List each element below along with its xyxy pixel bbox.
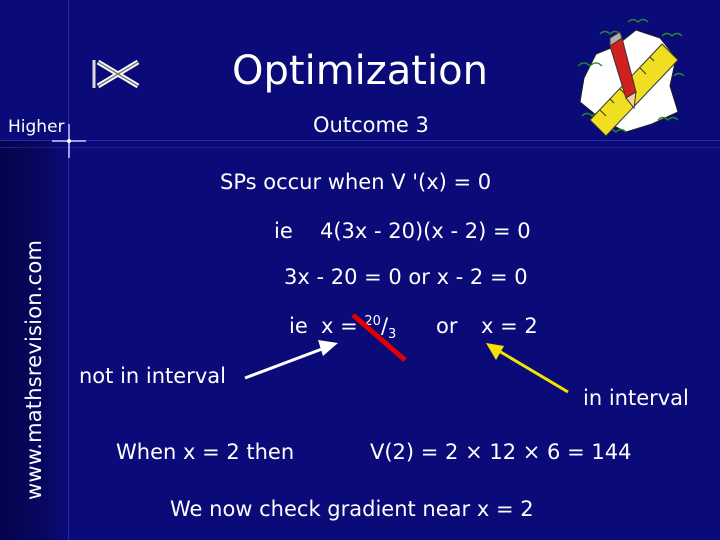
strike-line — [353, 315, 405, 360]
in-interval-note: in interval — [583, 386, 689, 410]
sp-condition: SPs occur when V '(x) = 0 — [220, 170, 492, 194]
derivative-equation: 4(3x - 20)(x - 2) = 0 — [320, 219, 531, 243]
page-title: Optimization — [232, 48, 488, 94]
not-in-interval-note: not in interval — [79, 364, 226, 388]
arrow-in-interval — [486, 343, 568, 392]
level-label: Higher — [8, 117, 65, 137]
site-watermark: www.mathsrevision.com — [22, 239, 46, 500]
or-label: or — [436, 314, 458, 338]
factor-equations: 3x - 20 = 0 or x - 2 = 0 — [284, 265, 528, 289]
outcome-label: Outcome 3 — [313, 113, 429, 137]
fraction-denominator: 3 — [388, 327, 397, 343]
when-label: When x = 2 then — [116, 440, 295, 464]
solution-x2: x = 2 — [481, 314, 538, 338]
gradient-check: We now check gradient near x = 2 — [170, 497, 534, 521]
solution-fraction: $x = ^{20}/_3$ — [321, 314, 397, 343]
ie-label-2: ie — [289, 314, 308, 338]
arrow-not-in-interval — [245, 340, 338, 378]
ie-label-1: ie — [274, 219, 293, 243]
solution-x: x = — [321, 314, 358, 338]
volume-result: V(2) = 2 × 12 × 6 = 144 — [370, 440, 632, 464]
fraction-numerator: 20 — [364, 314, 381, 329]
